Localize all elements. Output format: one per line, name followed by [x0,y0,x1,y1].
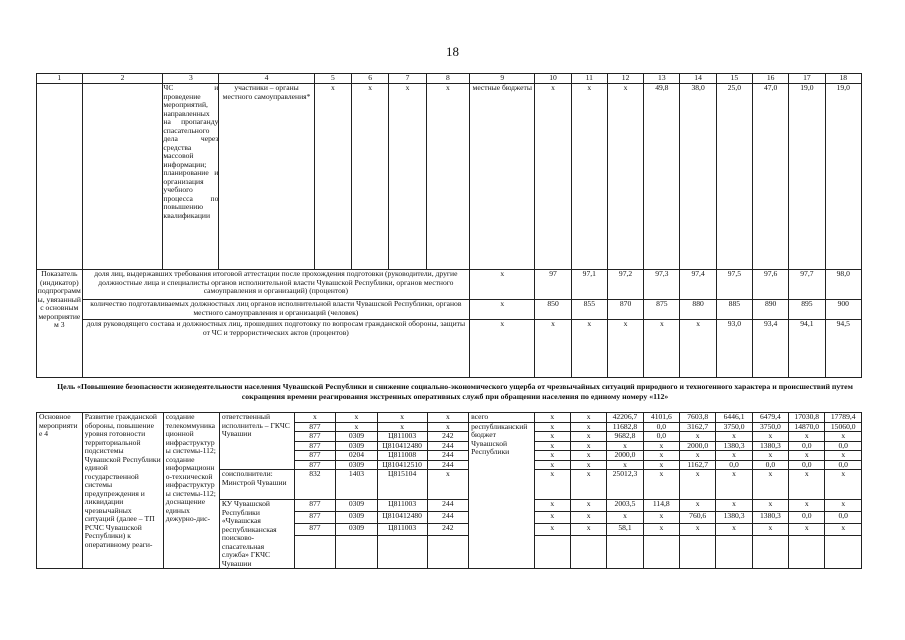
value-cell [570,536,606,569]
value-cell: x [752,451,788,461]
value-cell: 895 [789,300,825,320]
value-cell: x [570,413,606,423]
value-cell: 1380,3 [752,512,788,524]
value-cell: 2003,5 [607,500,643,512]
value-cell: x [643,460,679,470]
col-num: 13 [644,74,680,84]
indicator-row [37,270,862,300]
cell: 0309 [336,460,378,470]
value-cell: x [570,422,606,432]
page-number: 18 [446,44,459,59]
value-cell: 900 [825,300,861,320]
value-cell: 0,0 [825,441,862,451]
value-cell: x [825,470,862,500]
value-cell: x [789,500,825,512]
value-cell: x [716,500,752,512]
value-cell: 3750,0 [716,422,752,432]
value-cell: 0,0 [752,460,788,470]
cell: x [470,320,535,378]
value-cell: 97,1 [571,270,607,300]
value-cell: x [643,470,679,500]
value-cell: x [643,441,679,451]
cell: Ц810412480 [377,441,427,451]
value-cell: x [535,84,571,270]
col-num: 7 [389,74,426,84]
funding-source: местные бюджеты [470,84,535,270]
value-cell: 0,0 [643,432,679,442]
cell: 1403 [336,470,378,500]
value-cell: 19,0 [789,84,825,270]
program-table-lower [36,412,862,569]
funding-source: республиканский бюджет Чувашской Республики [469,422,534,569]
cell: Ц811008 [377,451,427,461]
cell: 0309 [336,432,378,442]
cell: 877 [294,524,336,536]
col-num: 2 [82,74,163,84]
value-cell: 97 [535,270,571,300]
cell: x [314,84,351,270]
value-cell: 760,6 [680,512,716,524]
value-cell: 17789,4 [825,413,862,423]
measure-row [37,413,862,423]
cell: 877 [294,460,336,470]
col-num: 16 [753,74,789,84]
value-cell: 2000,0 [607,451,643,461]
value-cell: 0,0 [643,422,679,432]
cell: Ц815104 [377,470,427,500]
col-num: 11 [571,74,607,84]
value-cell: x [680,524,716,536]
cell: 244 [427,460,469,470]
value-cell: 2000,0 [680,441,716,451]
value-cell: 94,5 [825,320,861,378]
value-cell: x [607,320,643,378]
ku-executor: КУ Чувашской Республики «Чувашская республиканская поисково-спасательная служба» ГКЧС Чувашии [219,500,294,569]
value-cell: x [825,500,862,512]
cell: x [427,413,469,423]
cell: Ц811003 [377,500,427,512]
cell: x [470,270,535,300]
value-cell: 850 [535,300,571,320]
cell: x [427,422,469,432]
value-cell: x [534,500,570,512]
value-cell [534,536,570,569]
value-cell: 98,0 [825,270,861,300]
value-cell [752,536,788,569]
value-cell: 1162,7 [680,460,716,470]
value-cell: 19,0 [825,84,861,270]
value-cell: x [752,432,788,442]
value-cell: 14870,0 [789,422,825,432]
col-num: 3 [163,74,219,84]
value-cell: 855 [571,300,607,320]
cell [427,536,469,569]
program-table-upper [36,73,862,378]
value-cell: 47,0 [753,84,789,270]
value-cell: 49,8 [644,84,680,270]
value-cell: 94,1 [789,320,825,378]
value-cell: 6446,1 [716,413,752,423]
indicator-text: доля лиц, выдержавших требования итоговой аттестации после прохождения подготовки (руководители, другие должностные лица и специалисты органов исполнительной власти Чувашской Республики, органов местного самоуправления и организаций) (процентов) [82,270,470,300]
col-num: 5 [314,74,351,84]
col-num: 14 [680,74,716,84]
value-cell: x [789,524,825,536]
value-cell: x [570,460,606,470]
cell: 0309 [336,512,378,524]
value-cell: x [607,441,643,451]
value-cell: x [570,500,606,512]
responsible-executor: ответственный исполнитель – ГКЧС Чувашии [219,413,294,470]
value-cell: 1380,3 [752,441,788,451]
value-cell: 0,0 [789,512,825,524]
value-cell [789,536,825,569]
value-cell: x [534,470,570,500]
value-cell: 0,0 [825,460,862,470]
value-cell: x [570,524,606,536]
value-cell: x [643,512,679,524]
value-cell: 114,8 [643,500,679,512]
value-cell: 3750,0 [752,422,788,432]
goal-heading: Цель «Повышение безопасности жизнедеятельности населения Чувашской Республики и снижение социально-экономического ущерба от чрезвычайных ситуаций природного и техногенного характера и происшествий путем сокращения времени реагирования экстренных оперативных служб при обращении населения по единому номеру «112» [57,382,853,401]
value-cell [680,536,716,569]
value-cell: x [825,432,862,442]
value-cell: x [570,512,606,524]
co-executor: соисполнители: Минстрой Чувашии [219,470,294,500]
value-cell: 0,0 [789,460,825,470]
value-cell: 93,4 [753,320,789,378]
value-cell: x [607,512,643,524]
value-cell: 58,1 [607,524,643,536]
col-num: 18 [825,74,861,84]
cell: 0309 [336,441,378,451]
cell: 877 [294,500,336,512]
cell: Ц810412480 [377,512,427,524]
cell: x [389,84,426,270]
cell: x [427,470,469,500]
value-cell: 0,0 [789,441,825,451]
value-cell: x [825,451,862,461]
cell [377,536,427,569]
col-num: 10 [535,74,571,84]
value-cell: x [716,470,752,500]
column-number-row [37,74,862,84]
value-cell: 0,0 [716,460,752,470]
value-cell: 6479,4 [752,413,788,423]
event-description: ЧС и проведение мероприятий, направленных на пропаганду спасательного дела через средства массовой информации; планирование и организация учебного процесса по повышению квалификации [163,84,219,270]
value-cell: 0,0 [825,512,862,524]
cell: 244 [427,451,469,461]
value-cell: x [535,320,571,378]
cell: 244 [427,512,469,524]
cell: x [377,413,427,423]
value-cell: 1380,3 [716,512,752,524]
measure-description: Развитие гражданской обороны, повышение уровня готовности территориальной подсистемы Чувашской Республики единой государственной системы предупреждения и ликвидации чрезвычайных ситуаций (далее – ТП РСЧС Чувашской Республики) к оперативному реаги- [82,413,163,569]
value-cell: x [570,432,606,442]
value-cell: 7603,8 [680,413,716,423]
value-cell: x [680,500,716,512]
cell: x [470,300,535,320]
col-num: 1 [37,74,83,84]
block1-row [37,84,862,270]
value-cell: x [680,320,716,378]
value-cell: 4101,6 [643,413,679,423]
value-cell: x [825,524,862,536]
value-cell: 890 [753,300,789,320]
col-num: 6 [352,74,389,84]
cell: x [426,84,470,270]
value-cell: x [643,451,679,461]
value-cell: x [534,422,570,432]
value-cell: 9682,8 [607,432,643,442]
value-cell: x [752,470,788,500]
value-cell: 97,4 [680,270,716,300]
cell: 242 [427,432,469,442]
cell: x [336,422,378,432]
cell: x [336,413,378,423]
value-cell: x [570,451,606,461]
value-cell: x [680,432,716,442]
value-cell: x [716,524,752,536]
cell: 877 [294,432,336,442]
col-num: 15 [716,74,752,84]
indicator-row [37,320,862,378]
value-cell [643,536,679,569]
cell: 877 [294,512,336,524]
value-cell: x [607,84,643,270]
cell: 242 [427,524,469,536]
value-cell: 97,3 [644,270,680,300]
indicator-label: Показатель (индикатор) подпрограммы, увязанный с основным мероприятием 3 [37,270,83,378]
value-cell: 93,0 [716,320,752,378]
value-cell: 97,5 [716,270,752,300]
value-cell: x [643,524,679,536]
value-cell: 11682,8 [607,422,643,432]
col-num: 4 [219,74,314,84]
cell: 0309 [336,524,378,536]
cell: 0204 [336,451,378,461]
value-cell: x [534,451,570,461]
value-cell [607,536,643,569]
indicator-text: количество подготавливаемых должностных лиц органов исполнительной власти Чувашской Республики, органов местного самоуправления и организаций (человек) [82,300,470,320]
value-cell: x [570,441,606,451]
cell: 832 [294,470,336,500]
value-cell: x [534,512,570,524]
value-cell [825,536,862,569]
value-cell: x [570,470,606,500]
value-cell: 885 [716,300,752,320]
value-cell: 25,0 [716,84,752,270]
cell [294,536,336,569]
cell: x [377,422,427,432]
value-cell: 42206,7 [607,413,643,423]
value-cell: x [680,451,716,461]
value-cell: x [789,451,825,461]
value-cell: 97,2 [607,270,643,300]
value-cell: 880 [680,300,716,320]
value-cell: x [571,320,607,378]
value-cell: x [752,500,788,512]
cell: 244 [427,500,469,512]
value-cell: x [534,413,570,423]
cell: 877 [294,451,336,461]
value-cell: x [680,470,716,500]
value-cell: 15060,0 [825,422,862,432]
value-cell: 875 [644,300,680,320]
value-cell: x [716,432,752,442]
cell: 877 [294,441,336,451]
cell: x [352,84,389,270]
value-cell: 97,7 [789,270,825,300]
value-cell: x [534,524,570,536]
participants-cell: участники – органы местного самоуправления* [219,84,314,270]
value-cell: x [752,524,788,536]
cell: 0309 [336,500,378,512]
cell [82,84,163,270]
value-cell [716,536,752,569]
value-cell: x [534,460,570,470]
value-cell: 3162,7 [680,422,716,432]
cell: x [294,413,336,423]
value-cell: 1380,3 [716,441,752,451]
value-cell: x [644,320,680,378]
value-cell: 97,6 [753,270,789,300]
value-cell: 25012,3 [607,470,643,500]
measure-title: Основное мероприятие 4 [37,413,83,569]
cell: 877 [294,422,336,432]
value-cell: x [571,84,607,270]
value-cell: 17030,8 [789,413,825,423]
funding-source: всего [469,413,534,423]
indicator-row [37,300,862,320]
measure-actions: создание телекоммуникационной инфраструктуры системы-112; создание информационно-технической инфраструктуры системы-112; доснащение единых дежурно-дис- [163,413,219,569]
col-num: 9 [470,74,535,84]
col-num: 8 [426,74,470,84]
value-cell: x [534,441,570,451]
value-cell: x [789,432,825,442]
indicator-text: доля руководящего состава и должностных лиц, прошедших подготовку по вопросам гражданской обороны, защиты от ЧС и террористических актов (процентов) [82,320,470,378]
cell: Ц810412510 [377,460,427,470]
value-cell: 870 [607,300,643,320]
cell [336,536,378,569]
cell: Ц811003 [377,524,427,536]
value-cell: 38,0 [680,84,716,270]
value-cell: x [607,460,643,470]
col-num: 12 [607,74,643,84]
value-cell: x [534,432,570,442]
cell: Ц811003 [377,432,427,442]
value-cell: x [789,470,825,500]
cell [37,84,83,270]
col-num: 17 [789,74,825,84]
cell: 244 [427,441,469,451]
value-cell: x [716,451,752,461]
